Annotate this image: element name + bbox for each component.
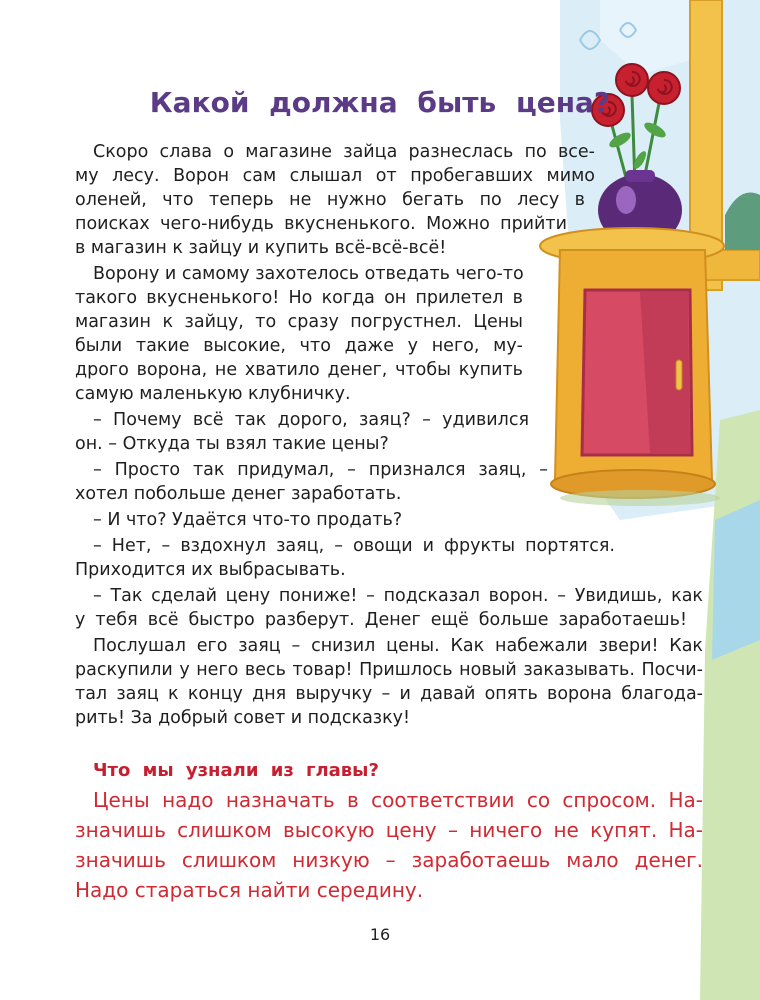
story-line: у тебя всё быстро разберут. Денег ещё больше заработаешь! — [75, 610, 687, 630]
lesson-line: значишь слишком высокую цену – ничего не купят. На- — [75, 818, 703, 842]
page-title: Какой должна быть цена? — [149, 86, 611, 119]
story-line: му лесу. Ворон сам слышал от пробегавших мимо — [75, 166, 595, 186]
story-line: Приходится их выбрасывать. — [75, 560, 346, 580]
story-line: – Почему всё так дорого, заяц? – удивился — [93, 410, 529, 430]
story-line: хотел побольше денег заработать. — [75, 484, 402, 504]
vase-highlight — [616, 186, 636, 214]
wall-blue-area — [712, 500, 760, 660]
door-handle — [676, 360, 682, 390]
story-line: он. – Откуда ты взял такие цены? — [75, 434, 389, 454]
story-line: раскупили у него весь товар! Пришлось новый заказывать. Посчи- — [75, 660, 703, 680]
lesson-line: Цены надо назначать в соответствии со спросом. На- — [93, 788, 703, 812]
story-line: поисках чего-нибудь вкусненького. Можно прийти — [75, 214, 567, 234]
cabinet-shadow — [560, 490, 720, 506]
story-line: Ворону и самому захотелось отведать чего-то — [93, 264, 524, 284]
page-number: 16 — [369, 925, 391, 944]
story-line: – Просто так придумал, – признался заяц, – — [93, 460, 548, 480]
story-line: – И что? Удаётся что-то продать? — [93, 510, 403, 530]
story-line: – Нет, – вздохнул заяц, – овощи и фрукты портятся. — [93, 536, 615, 556]
story-line: тал заяц к концу дня выручку – и давай опять ворона благода- — [75, 684, 703, 704]
story-line: были такие высокие, что даже у него, му- — [75, 336, 523, 356]
story-line: в магазин к зайцу и купить всё-всё-всё! — [75, 238, 447, 258]
story-line: магазин к зайцу, то сразу погрустнел. Цены — [75, 312, 523, 332]
story-line: Послушал его заяц – снизил цены. Как набежали звери! Как — [93, 636, 703, 656]
lesson-line: Надо стараться найти середину. — [75, 878, 424, 902]
story-line: – Так сделай цену пониже! – подсказал ворон. – Увидишь, как — [93, 586, 703, 606]
story-line: рить! За добрый совет и подсказку! — [75, 708, 411, 728]
story-line: дрого ворона, не хватило денег, чтобы купить — [75, 360, 523, 380]
lesson-line: значишь слишком низкую – заработаешь мало денег. — [75, 848, 703, 872]
story-line: такого вкусненького! Но когда он прилетел в — [75, 288, 523, 308]
story-line: Скоро слава о магазине зайца разнеслась по все- — [93, 142, 595, 162]
story-line: самую маленькую клубничку. — [75, 384, 351, 404]
lesson-heading: Что мы узнали из главы? — [93, 760, 379, 781]
story-line: оленей, что теперь не нужно бегать по лесу в — [75, 190, 585, 210]
vase-neck — [625, 170, 655, 182]
